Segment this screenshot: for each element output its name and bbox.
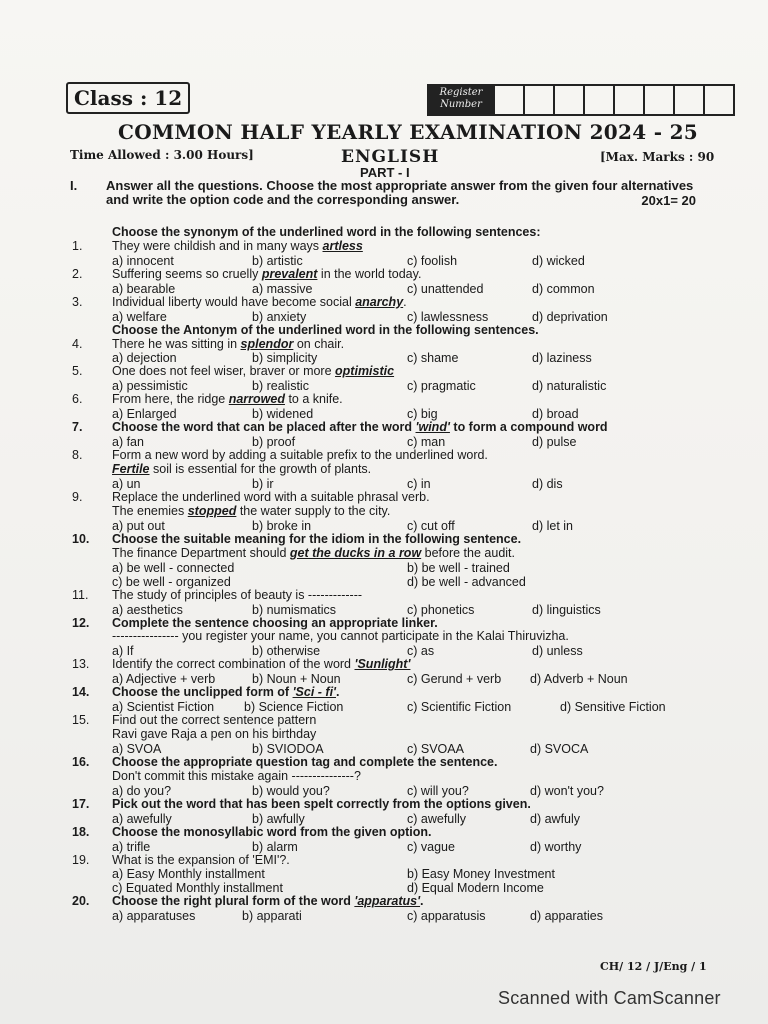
option-d: d) deprivation: [532, 309, 608, 324]
question-text: [112, 338, 712, 352]
register-cell: [495, 84, 525, 116]
question-text-part: to form a compound word: [449, 420, 608, 435]
register-cell: [675, 84, 705, 116]
question: [72, 240, 712, 254]
question: [72, 533, 712, 547]
question-line-2: [72, 630, 712, 644]
question-text: Don't commit this mistake again ---------------?: [112, 768, 361, 783]
underlined-word: get the ducks in a row: [289, 545, 422, 560]
option-d: d) won't you?: [530, 783, 604, 798]
option-a: a) fan: [112, 435, 144, 450]
option-d: d) pulse: [532, 435, 577, 450]
underlined-word: narrowed: [228, 392, 285, 407]
scoring: 20x1= 20: [641, 193, 696, 208]
option-a: a) un: [112, 476, 141, 491]
question-text-part: .: [403, 294, 407, 309]
question-number: 1.: [72, 238, 83, 253]
time-allowed: Time Allowed : 3.00 Hours]: [70, 148, 254, 162]
underlined-word: splendor: [240, 336, 294, 351]
question-text-part: The enemies: [112, 503, 188, 518]
section-heading-synonym: Choose the synonym of the underlined word in the following sentences:: [112, 225, 541, 239]
option-b: b) Easy Money Investment: [407, 867, 555, 882]
option-a: a) Easy Monthly installment: [112, 867, 265, 882]
question-number: 11.: [72, 587, 89, 602]
question: [72, 798, 712, 812]
option-c: c) vague: [407, 839, 455, 854]
option-b: b) would you?: [252, 783, 330, 798]
question: [72, 826, 712, 840]
question-number: 17.: [72, 796, 90, 811]
question-text: [112, 393, 712, 407]
option-a: a) welfare: [112, 309, 167, 324]
options-row: [112, 700, 712, 714]
question-text: Replace the underlined word with a suitable phrasal verb.: [112, 489, 430, 504]
question: [72, 491, 712, 505]
option-c: c) big: [407, 407, 438, 422]
question-text: [112, 268, 712, 282]
option-d: d) dis: [532, 476, 563, 491]
question-text-part: Individual liberty would have become social: [112, 294, 356, 309]
options-row: [112, 561, 712, 575]
subject-title: ENGLISH: [341, 147, 440, 167]
question-text: [112, 658, 712, 672]
underlined-word: anarchy: [355, 294, 404, 309]
question-list: [72, 226, 712, 923]
section-heading-antonym: Choose the Antonym of the underlined word in the following sentences.: [112, 322, 539, 337]
question-line-2: [72, 770, 712, 784]
question-number: 4.: [72, 336, 83, 351]
question-text-part: in the world today.: [317, 266, 422, 281]
option-c: c) phonetics: [407, 602, 475, 617]
option-a: a) be well - connected: [112, 560, 235, 575]
option-c: c) lawlessness: [407, 309, 489, 324]
option-d: d) wicked: [532, 253, 585, 268]
question: [72, 296, 712, 310]
question-text-part: Suffering seems so cruelly: [112, 266, 262, 281]
option-a: a) pessimistic: [112, 379, 188, 394]
page-code: CH/ 12 / J/Eng / 1: [600, 960, 707, 973]
register-cell: [705, 84, 735, 116]
question-number: 3.: [72, 294, 83, 309]
question-text-part: Identify the correct combination of the word: [112, 657, 355, 672]
option-b: b) artistic: [252, 253, 303, 268]
register-cell: [645, 84, 675, 116]
option-d: d) linguistics: [532, 602, 601, 617]
option-d: d) apparaties: [530, 909, 603, 924]
question-text: [112, 365, 712, 379]
option-d: d) naturalistic: [532, 379, 607, 394]
question-text-part: .: [420, 894, 424, 909]
option-c: c) cut off: [407, 518, 455, 533]
option-c: c) in: [407, 476, 431, 491]
part-heading: PART - I: [360, 165, 410, 180]
option-a: a) apparatuses: [112, 909, 196, 924]
question-number: 18.: [72, 824, 90, 839]
option-c: c) Equated Monthly installment: [112, 881, 283, 896]
question-text: Ravi gave Raja a pen on his birthday: [112, 727, 317, 742]
question-text: [112, 240, 712, 254]
question-text: [112, 296, 712, 310]
underlined-word: 'apparatus': [354, 894, 421, 909]
option-a: a) awefully: [112, 811, 172, 826]
options-row: [112, 909, 712, 923]
question: [72, 338, 712, 352]
question-text: Choose the appropriate question tag and complete the sentence.: [112, 754, 498, 769]
question-number: 5.: [72, 364, 83, 379]
options-row: [112, 435, 712, 449]
question-text: Find out the correct sentence pattern: [112, 713, 317, 728]
option-b: b) broke in: [252, 518, 312, 533]
option-c: c) foolish: [407, 253, 458, 268]
question: [72, 617, 712, 631]
option-a: a) aesthetics: [112, 602, 183, 617]
max-marks: [Max. Marks : 90: [600, 150, 715, 164]
question: [72, 686, 712, 700]
question-number: 13.: [72, 657, 90, 672]
question-number: 7.: [72, 420, 83, 435]
option-c: c) unattended: [407, 281, 484, 296]
question: [72, 421, 712, 435]
instructions-text: Answer all the questions. Choose the most appropriate answer from the given four alternatives and write the option code and the corresponding answer.: [106, 178, 694, 207]
question-text-part: Choose the right plural form of the word: [112, 894, 355, 909]
underlined-word: Fertile: [112, 462, 150, 477]
option-c: c) will you?: [407, 783, 469, 798]
question-number: 2.: [72, 266, 83, 281]
option-a: a) Scientist Fiction: [112, 700, 215, 715]
question-number: 14.: [72, 685, 90, 700]
question-text-part: .: [336, 685, 340, 700]
option-b: b) anxiety: [252, 309, 307, 324]
option-d: d) Adverb + Noun: [530, 672, 628, 687]
option-c: c) awefully: [407, 811, 467, 826]
option-c: c) SVOAA: [407, 741, 464, 756]
option-b: b) SVIODOA: [252, 741, 324, 756]
option-c: c) Scientific Fiction: [407, 700, 512, 715]
options-row: [112, 407, 712, 421]
question-text: [112, 505, 712, 519]
register-label: Register Number: [427, 84, 495, 116]
options-row: [112, 254, 712, 268]
register-cell: [585, 84, 615, 116]
options-row: [112, 519, 712, 533]
underlined-word: stopped: [187, 503, 237, 518]
options-row: [112, 881, 712, 895]
option-d: d) be well - advanced: [407, 574, 526, 589]
option-d: d) SVOCA: [530, 741, 589, 756]
question-text-part: before the audit.: [421, 545, 515, 560]
option-d: d) laziness: [532, 351, 592, 366]
option-a: a) Adjective + verb: [112, 672, 216, 687]
question-text: Choose the monosyllabic word from the given option.: [112, 824, 432, 839]
register-cell: [555, 84, 585, 116]
option-d: d) unless: [532, 644, 583, 659]
question-text: [112, 463, 712, 477]
options-row: [112, 379, 712, 393]
underlined-word: 'Sci - fi': [292, 685, 337, 700]
options-row: [112, 867, 712, 881]
underlined-word: artless: [322, 238, 363, 253]
question-number: 9.: [72, 489, 83, 504]
scanner-watermark: Scanned with CamScanner: [498, 988, 721, 1008]
options-row: [112, 310, 712, 324]
option-b: b) numismatics: [252, 602, 337, 617]
question: [72, 854, 712, 868]
option-b: b) widened: [252, 407, 314, 422]
question-number: 10.: [72, 531, 90, 546]
option-c: c) pragmatic: [407, 379, 476, 394]
question: [72, 714, 712, 728]
option-d: d) Equal Modern Income: [407, 881, 544, 896]
question-text-part: soil is essential for the growth of plants.: [149, 462, 372, 477]
question-text-part: There he was sitting in: [112, 336, 241, 351]
question-text: Pick out the word that has been spelt correctly from the options given.: [112, 796, 531, 811]
option-c: c) be well - organized: [112, 574, 231, 589]
options-row: [112, 575, 712, 589]
question-number: 6.: [72, 392, 83, 407]
question: [72, 895, 712, 909]
underlined-word: prevalent: [261, 266, 318, 281]
underlined-word: 'wind': [415, 420, 450, 435]
options-row: [112, 603, 712, 617]
option-b: b) alarm: [252, 839, 298, 854]
option-a: a) SVOA: [112, 741, 162, 756]
question-text: Complete the sentence choosing an appropriate linker.: [112, 615, 438, 630]
question-text-part: Choose the word that can be placed after the word: [112, 420, 416, 435]
question-number: 12.: [72, 615, 90, 630]
question-number: 16.: [72, 754, 90, 769]
question-text-part: Choose the unclipped form of: [112, 685, 293, 700]
question-line-2: [72, 463, 712, 477]
option-a: a) do you?: [112, 783, 172, 798]
question-line-2: [72, 505, 712, 519]
underlined-word: 'Sunlight': [354, 657, 411, 672]
question-number: 15.: [72, 713, 90, 728]
question-text-part: The finance Department should: [112, 545, 290, 560]
register-cell: [525, 84, 555, 116]
options-row: [112, 840, 712, 854]
class-label: Class : 12: [66, 82, 190, 114]
question-text: [112, 895, 712, 909]
option-a: a) bearable: [112, 281, 176, 296]
option-a: a) put out: [112, 518, 165, 533]
question-text-part: the water supply to the city.: [236, 503, 391, 518]
option-d: d) common: [532, 281, 595, 296]
option-c: c) Gerund + verb: [407, 672, 502, 687]
option-a: a) dejection: [112, 351, 177, 366]
question-text: What is the expansion of 'EMI'?.: [112, 852, 290, 867]
option-b: b) otherwise: [252, 644, 321, 659]
question-number: 19.: [72, 852, 90, 867]
question: [72, 756, 712, 770]
question: [72, 393, 712, 407]
underlined-word: optimistic: [335, 364, 395, 379]
option-b: b) Science Fiction: [244, 700, 344, 715]
option-b: b) simplicity: [252, 351, 318, 366]
question-text: ---------------- you register your name, you cannot participate in the Kalai Thiruvizha.: [112, 629, 569, 644]
options-row: [112, 672, 712, 686]
question-text-part: One does not feel wiser, braver or more: [112, 364, 336, 379]
option-d: d) Sensitive Fiction: [560, 700, 666, 715]
exam-title: COMMON HALF YEARLY EXAMINATION 2024 - 25: [118, 120, 698, 144]
question-text: [112, 421, 712, 435]
question-text: Choose the suitable meaning for the idiom in the following sentence.: [112, 531, 522, 546]
option-d: d) broad: [532, 407, 579, 422]
option-a: a) trifle: [112, 839, 151, 854]
option-c: c) apparatusis: [407, 909, 486, 924]
question: [72, 449, 712, 463]
option-d: d) let in: [532, 518, 573, 533]
options-row: [112, 644, 712, 658]
question-text: Form a new word by adding a suitable prefix to the underlined word.: [112, 448, 488, 463]
option-b: b) apparati: [242, 909, 302, 924]
options-row: [112, 784, 712, 798]
question-text-part: From here, the ridge: [112, 392, 229, 407]
option-b: b) ir: [252, 476, 274, 491]
option-d: d) worthy: [530, 839, 582, 854]
question-text: [112, 686, 712, 700]
question: [72, 658, 712, 672]
option-a: a) innocent: [112, 253, 174, 268]
question-text-part: They were childish and in many ways: [112, 238, 323, 253]
question: [72, 365, 712, 379]
option-b: b) realistic: [252, 379, 309, 394]
question-text-part: to a knife.: [284, 392, 343, 407]
option-d: d) awfuly: [530, 811, 581, 826]
question-text: [112, 547, 712, 561]
option-b: b) awfully: [252, 811, 305, 826]
option-b: b) Noun + Noun: [252, 672, 341, 687]
register-cell: [615, 84, 645, 116]
question-line-2: [72, 728, 712, 742]
option-b: b) be well - trained: [407, 560, 510, 575]
question-text-part: on chair.: [293, 336, 345, 351]
register-number-box: [427, 84, 735, 116]
question-number: 8.: [72, 448, 83, 463]
options-row: [112, 282, 712, 296]
options-row: [112, 812, 712, 826]
option-c: c) as: [407, 644, 435, 659]
question: [72, 589, 712, 603]
question-text: The study of principles of beauty is -------------: [112, 587, 363, 602]
question-line-2: [72, 547, 712, 561]
option-c: c) shame: [407, 351, 459, 366]
instructions-number: I.: [70, 178, 78, 193]
question-number: 20.: [72, 894, 90, 909]
options-row: [112, 742, 712, 756]
options-row: [112, 477, 712, 491]
instructions: [70, 179, 710, 207]
option-a: a) If: [112, 644, 134, 659]
option-c: c) man: [407, 435, 446, 450]
options-row: [112, 351, 712, 365]
question: [72, 268, 712, 282]
option-b: a) massive: [252, 281, 313, 296]
option-b: b) proof: [252, 435, 296, 450]
option-a: a) Enlarged: [112, 407, 177, 422]
